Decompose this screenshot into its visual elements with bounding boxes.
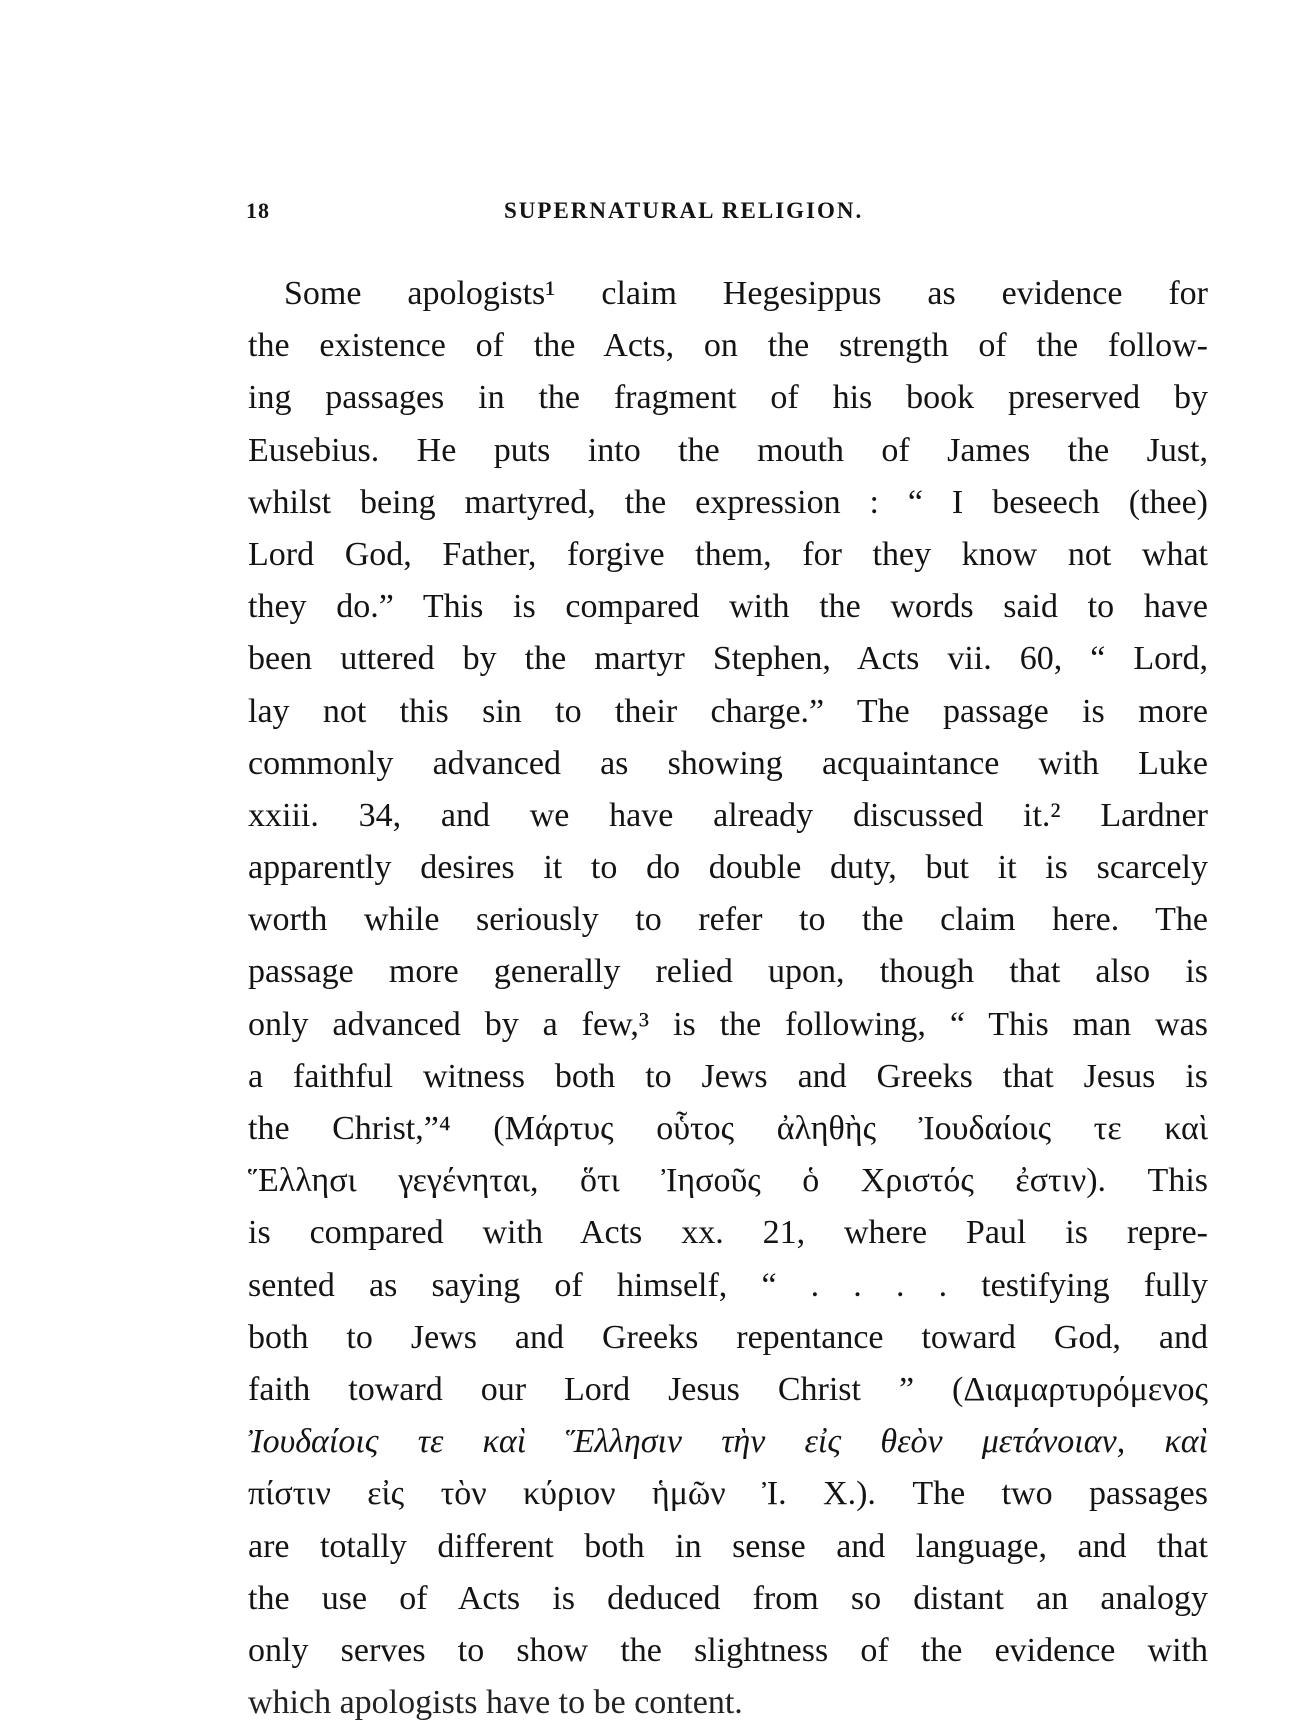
text-line: both to Jews and Greeks repentance toward God, and <box>248 1318 1208 1356</box>
text-line: the existence of the Acts, on the strength of the follow- <box>248 327 1208 365</box>
text-line: Lord God, Father, forgive them, for they know not what <box>248 535 1208 573</box>
text-line: a faithful witness both to Jews and Greeks that Jesus is <box>248 1057 1208 1095</box>
text-line: only serves to show the slightness of the evidence with <box>248 1631 1208 1669</box>
text-line: passage more generally relied upon, though that also is <box>248 953 1208 991</box>
page-number: 18 <box>246 198 270 223</box>
text-line: lay not this sin to their charge.” The passage is more <box>248 692 1208 730</box>
text-line-with-greek: the Christ,”⁴ (Μάρτυς οὗτος ἀληθὴς Ἰουδαίοις τε καὶ <box>248 1110 1208 1147</box>
greek-text-line: Ἰουδαίοις τε καὶ Ἕλλησιν τὴν εἰς θεὸν μετάνοιαν, καὶ <box>248 1423 1208 1461</box>
text-line-with-greek: πίστιν εἰς τὸν κύριον ἡμῶν Ἰ. Χ.). The two passages <box>248 1475 1208 1513</box>
text-line: commonly advanced as showing acquaintance with Luke <box>248 744 1208 782</box>
running-title: SUPERNATURAL RELIGION. <box>504 198 864 223</box>
text-line: only advanced by a few,³ is the following, “ This man was <box>248 1005 1208 1043</box>
text-line: Some apologists¹ claim Hegesippus as evidence for <box>284 275 1208 312</box>
text-line: xxiii. 34, and we have already discussed it.² Lardner <box>248 796 1208 834</box>
running-head <box>246 198 1212 238</box>
text-line: they do.” This is compared with the words said to have <box>248 588 1208 626</box>
text-line: worth while seriously to refer to the claim here. The <box>248 901 1208 939</box>
text-line: apparently desires it to do double duty, but it is scarcely <box>248 849 1208 887</box>
text-line: ing passages in the fragment of his book preserved by <box>248 379 1208 417</box>
text-line: been uttered by the martyr Stephen, Acts vii. 60, “ Lord, <box>248 640 1208 678</box>
text-line: Eusebius. He puts into the mouth of James the Just, <box>248 431 1208 469</box>
text-line: the use of Acts is deduced from so distant an analogy <box>248 1579 1208 1617</box>
text-line-cutoff: which apologists have to be content. <box>248 1684 743 1722</box>
text-line-with-greek: faith toward our Lord Jesus Christ ” (Διαμαρτυρόμενος <box>248 1370 1208 1408</box>
text-line: are totally different both in sense and language, and that <box>248 1527 1208 1565</box>
text-line: whilst being martyred, the expression : “ I beseech (thee) <box>248 483 1208 521</box>
body-paragraph <box>248 268 1208 1722</box>
text-line: sented as saying of himself, “ . . . . testifying fully <box>248 1266 1208 1304</box>
text-line-with-greek: Ἕλλησι γεγένηται, ὅτι Ἰησοῦς ὁ Χριστός ἐστιν). This <box>248 1162 1208 1200</box>
text-line: is compared with Acts xx. 21, where Paul is repre- <box>248 1214 1208 1252</box>
